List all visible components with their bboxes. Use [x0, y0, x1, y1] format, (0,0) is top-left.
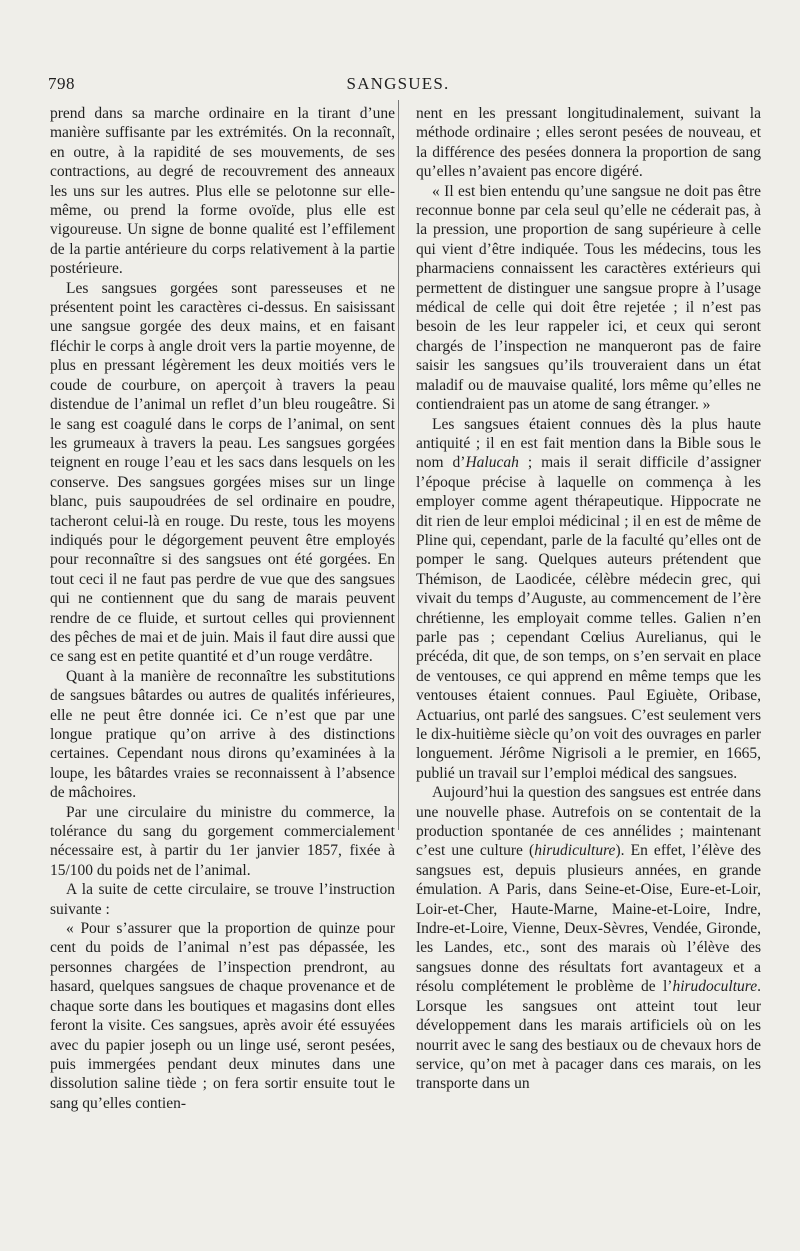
left-column [50, 104, 395, 1113]
paragraph: Les sangsues étaient connues dès la plus haute antiquité ; il en est fait mention dans la Bible sous le nom d’Halucah ; mais il serait difficile d’assigner l’époque précise à laquelle on commença à les employer comme agent thérapeutique. Hippocrate ne dit rien de leur emploi médicinal ; il en est de même de Pline qui, cependant, parle de la faculté qu’elles ont de pomper le sang. Quelques auteurs prétendent que Thémison, de Laodicée, célèbre médecin grec, qui vivait du temps d’Auguste, au commencement de l’ère chrétienne, les employait comme telles. Galien n’en parle pas ; cependant Cœlius Aurelianus, qui le précéda, dit que, de son temps, on s’en servait en place de ventouses, ce qui apprend en même temps que les ventouses étaient connues. Paul Egiuète, Oribase, Actuarius, ont parlé des sangsues. C’est seulement vers le dix-huitième siècle qu’on voit des ouvrages en parler longuement. Jérôme Nigrisoli a le premier, en 1665, publié un travail sur l’emploi médical des sangsues. [416, 415, 761, 782]
page-number: 798 [48, 74, 75, 93]
paragraph: Par une circulaire du ministre du commerce, la tolérance du sang du gorgement commercialement nécessaire est, à partir du 1er janvier 1857, fixée à 15/100 du poids net de l’animal. [50, 803, 395, 879]
paragraph: Quant à la manière de reconnaître les substitutions de sangsues bâtardes ou autres de qualités inférieures, elle ne peut être donnée ici. Ce n’est que par une longue pratique qu’on arrive à des distinctions certaines. Cependant nous dirons qu’examinées à la loupe, les bâtardes vraies se reconnaissent à l’absence de mâchoires. [50, 667, 395, 802]
paragraph: Aujourd’hui la question des sangsues est entrée dans une nouvelle phase. Autrefois on se contentait de la production spontanée de ces annélides ; maintenant c’est une culture (hirudiculture). En effet, l’élève des sangsues est, depuis plusieurs années, en grande émulation. A Paris, dans Seine-et-Oise, Eure-et-Loir, Loir-et-Cher, Haute-Marne, Maine-et-Loire, Indre, Indre-et-Loire, Vienne, Deux-Sèvres, Vendée, Gironde, les Landes, etc., sont des marais où l’élève des sangsues donne des résultats fort avantageux et a résolu complétement le problème de l’hirudoculture. Lorsque les sangsues ont atteint tout leur développement dans les marais artificiels où on les nourrit avec le sang des bestiaux ou de chevaux hors de service, qu’on met à pacager dans ces marais, on les transporte dans un [416, 784, 761, 1093]
italic-term: Halucah [465, 454, 519, 472]
page-header [48, 74, 748, 96]
italic-term: hirudoculture [672, 978, 758, 996]
paragraph: prend dans sa marche ordinaire en la tirant d’une manière suffisante par les extrémités. On la reconnaît, en outre, à la rapidité de ses mouvements, de ses contractions, au degré de recouvrement des anneaux les uns sur les autres. Plus elle se pelotonne sur elle-même, ou prend la forme ovoïde, plus elle est vigoureuse. Un signe de bonne qualité est l’effilement de la partie antérieure du corps relativement à la partie postérieure. [50, 105, 395, 278]
paragraph: « Pour s’assurer que la proportion de quinze pour cent du poids de l’animal n’est pas dépassée, les personnes chargées de l’inspection prendront, au hasard, quelques sangsues de chaque provenance et de chaque sorte dans les boutiques et magasins dont elles feront la visite. Ces sangsues, après avoir été essuyées avec du papier joseph ou un linge usé, seront pesées, puis immergées pendant deux minutes dans une dissolution saline tiède ; on fera sortir ensuite tout le sang qu’elles contien- [50, 920, 395, 1112]
running-title: SANGSUES. [346, 74, 450, 93]
paragraph: A la suite de cette circulaire, se trouve l’instruction suivante : [50, 881, 395, 918]
paragraph: Les sangsues gorgées sont paresseuses et ne présentent point les caractères ci-dessus. En saisissant une sangsue gorgée des deux mains, et en faisant fléchir le corps à angle droit vers la partie moyenne, de plus en pressant légèrement les deux moitiés vers le coude de courbure, on aperçoit à travers la peau distendue de l’animal un reflet d’un bleu rougeâtre. Si le sang est coagulé dans le corps de l’animal, on sent les grumeaux à travers la peau. Les sangsues gorgées teignent en rouge l’eau et les sacs dans lesquels on les conserve. Des sangsues gorgées mises sur un linge blanc, puis saupoudrées de sel ordinaire en poudre, tacheront celui-là en rouge. Du reste, tous les moyens indiqués pour le dégorgement peuvent être employés pour reconnaître si des sangsues ont été gorgées. En tout ceci il ne faut pas perdre de vue que des sangsues qui ne contiennent que du sang de marais peuvent rendre de ce fluide, et surtout celles qui proviennent des pêches de mai et de juin. Mais il faut dire aussi que ce sang est en petite quantité et d’un rouge verdâtre. [50, 279, 395, 666]
column-divider [398, 100, 399, 830]
right-column [416, 104, 761, 1094]
italic-term: hirudiculture [534, 842, 616, 860]
paragraph: « Il est bien entendu qu’une sangsue ne doit pas être reconnue bonne par cela seul qu’elle ne céderait pas, à la pression, une proportion de sang supérieure à celle qui vient d’être indiquée. Tous les médecins, tous les pharmaciens connaissent les caractères extérieurs qui permettent de distinguer une sangsue propre à l’usage médical de celle qui doit être rejetée ; il n’est pas besoin de les leur rappeler ici, et ceux qui seront chargés de l’inspection ne manqueront pas de faire saisir les sangsues qu’ils trouveraient dans un état maladif ou de mauvaise qualité, lors même qu’elles ne contiendraient pas un atome de sang étranger. » [416, 182, 761, 414]
paragraph: nent en les pressant longitudinalement, suivant la méthode ordinaire ; elles seront pesées de nouveau, et la différence des pesées donnera la proportion de sang qu’elles n’avaient pas encore digéré. [416, 105, 761, 181]
